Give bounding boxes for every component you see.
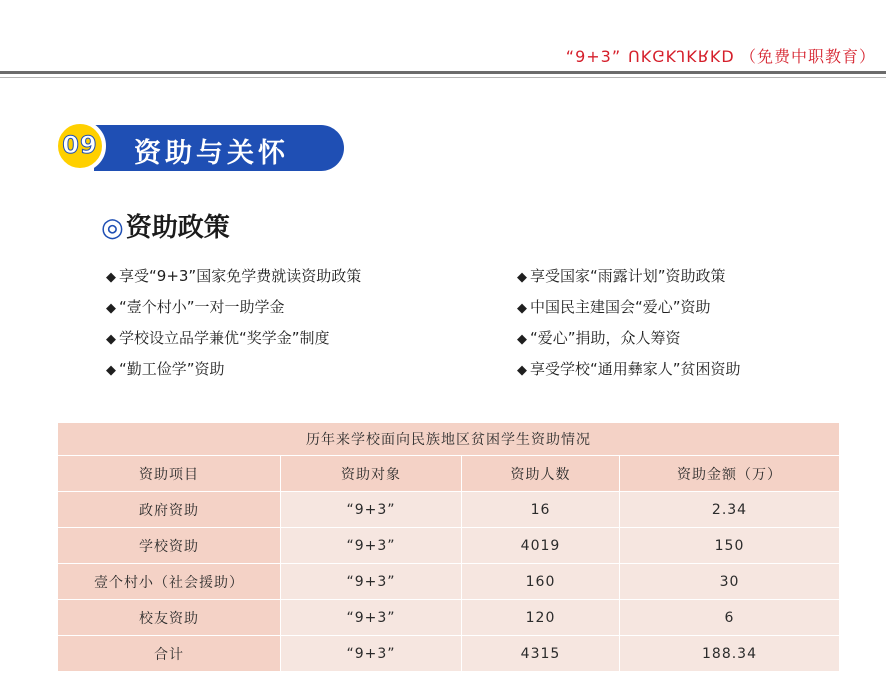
policy-item [517, 296, 741, 327]
diamond-bullet-icon: ◆ [517, 270, 527, 285]
table-caption-row [58, 423, 840, 456]
table-row [58, 528, 840, 564]
table-cell: “9+3” [281, 564, 462, 600]
table-cell: “9+3” [281, 600, 462, 636]
table-cell: 16 [462, 492, 620, 528]
policy-list-left [106, 265, 361, 389]
diamond-bullet-icon: ◆ [106, 363, 116, 378]
table-header-row [58, 456, 840, 492]
diamond-bullet-icon: ◆ [106, 332, 116, 347]
table-cell: “9+3” [281, 528, 462, 564]
header-title-suffix: （免费中职教育） [739, 47, 876, 66]
table-cell: 4019 [462, 528, 620, 564]
policy-item [517, 265, 741, 296]
header-title [566, 44, 876, 67]
policy-item [106, 327, 361, 358]
header-divider-thin [0, 77, 886, 78]
diamond-bullet-icon: ◆ [106, 301, 116, 316]
table-cell: 2.34 [620, 492, 840, 528]
subsection-heading [101, 207, 230, 244]
policy-text: “爱心”捐助，众人筹资 [530, 329, 681, 347]
policy-text: “壹个村小”一对一助学金 [119, 298, 285, 316]
table-caption: 历年来学校面向民族地区贫困学生资助情况 [58, 423, 840, 456]
table-cell: 188.34 [620, 636, 840, 672]
section-title: 资助与关怀 [134, 138, 289, 169]
policy-text: “勤工俭学”资助 [119, 360, 225, 378]
table-row [58, 492, 840, 528]
table-cell: 160 [462, 564, 620, 600]
column-header: 资助项目 [58, 456, 281, 492]
table-cell: 30 [620, 564, 840, 600]
table-total-row [58, 636, 840, 672]
aid-table [57, 422, 840, 672]
table-cell: 壹个村小（社会援助） [58, 564, 281, 600]
diamond-bullet-icon: ◆ [517, 332, 527, 347]
table-cell: 合计 [58, 636, 281, 672]
table-cell: 学校资助 [58, 528, 281, 564]
table-row [58, 600, 840, 636]
policy-text: 中国民主建国会“爱心”资助 [530, 298, 711, 316]
policy-text: 享受“9+3”国家免学费就读资助政策 [119, 267, 362, 285]
column-header: 资助金额（万） [620, 456, 840, 492]
table-cell: 校友资助 [58, 600, 281, 636]
policy-item [106, 296, 361, 327]
diamond-bullet-icon: ◆ [517, 363, 527, 378]
policy-text: 享受学校“通用彝家人”贫困资助 [530, 360, 741, 378]
table-cell: “9+3” [281, 492, 462, 528]
column-header: 资助对象 [281, 456, 462, 492]
column-header: 资助人数 [462, 456, 620, 492]
policy-text: 学校设立品学兼优“奖学金”制度 [119, 329, 330, 347]
policy-text: 享受国家“雨露计划”资助政策 [530, 267, 726, 285]
table-cell: 150 [620, 528, 840, 564]
table-cell: “9+3” [281, 636, 462, 672]
policy-item [517, 327, 741, 358]
diamond-bullet-icon: ◆ [517, 301, 527, 316]
table-cell: 政府资助 [58, 492, 281, 528]
subsection-title: 资助政策 [125, 213, 230, 243]
table-row [58, 564, 840, 600]
table-cell: 4315 [462, 636, 620, 672]
policy-item [106, 358, 361, 389]
section-number: 09 [62, 131, 98, 159]
diamond-bullet-icon: ◆ [106, 270, 116, 285]
table-cell: 6 [620, 600, 840, 636]
policy-item [517, 358, 741, 389]
header-divider-thick [0, 71, 886, 74]
policy-list-right [517, 265, 741, 389]
double-circle-icon: ◎ [101, 213, 124, 243]
header-title-mirrored: ꓷꓘꓤꓘꓩꓘꓨꓘꓵ [627, 47, 734, 66]
header-title-prefix: “9+3” [565, 47, 622, 66]
table-cell: 120 [462, 600, 620, 636]
policy-item [106, 265, 361, 296]
